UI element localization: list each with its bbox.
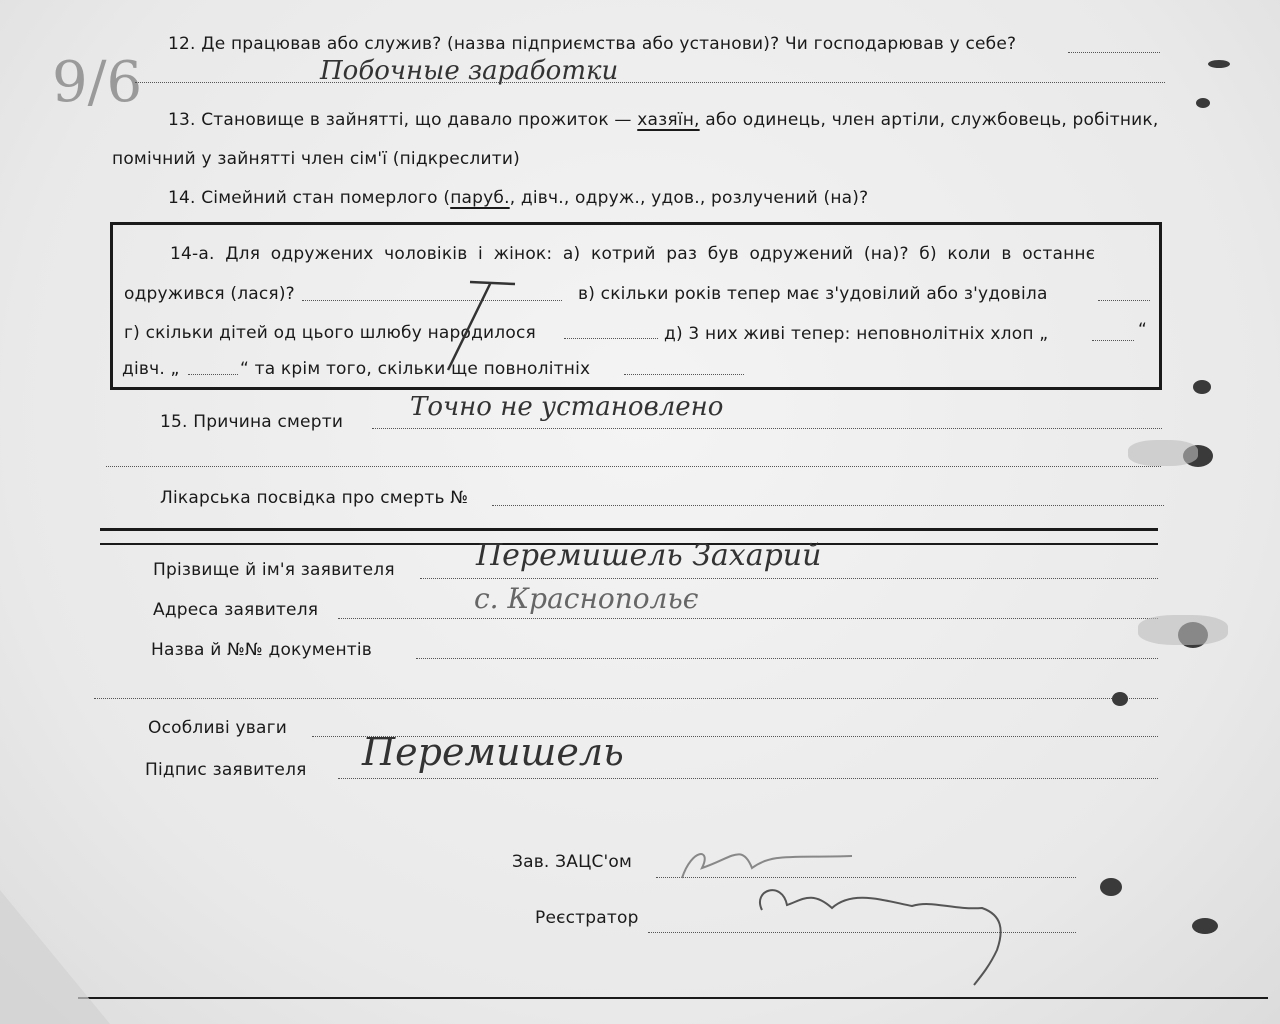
punch-hole: [1196, 98, 1210, 108]
q14a-line3a: г) скільки дітей од цього шлюбу народилося: [124, 323, 536, 343]
q14a-dots-4: [1092, 340, 1134, 341]
q13-underlined-choice: хазяїн,: [637, 110, 700, 130]
q13-suffix: або одинець, член артіли, службовець, робітник,: [705, 110, 1159, 130]
q14a-dots-5: [188, 374, 238, 375]
q14-prefix: 14. Сімейний стан померлого (: [168, 188, 451, 208]
applicant-docs-dots-2: [94, 698, 1158, 699]
punch-hole: [1193, 380, 1211, 394]
applicant-address-label: Адреса заявителя: [153, 600, 319, 620]
registrar-label: Реєстратор: [535, 908, 639, 928]
q14a-line3b: д) 3 них живі тепер: неповнолітніх хлоп „: [664, 324, 1049, 344]
q14-underlined-choice: паруб.: [450, 188, 510, 208]
q14a-line1: 14-а. Для одружених чоловіків і жінок: а) котрий раз був одружений (на)? б) коли в останнє: [170, 244, 1096, 264]
section-divider-top: [100, 528, 1158, 531]
applicant-name-dots: [420, 578, 1158, 579]
q14a-line3c: “: [1138, 320, 1148, 340]
punch-hole: [1100, 878, 1122, 896]
page-fold-shadow: [0, 890, 110, 1024]
q13-prefix: 13. Становище в зайнятті, що давало прожиток —: [168, 110, 632, 130]
punch-hole: [1208, 60, 1230, 68]
q15-dots-2: [106, 466, 1161, 467]
registrar-signature: [742, 870, 1042, 990]
applicant-docs-label: Назва й №№ документів: [151, 640, 373, 660]
punch-shadow: [1138, 615, 1228, 645]
notes-label: Особливі уваги: [148, 718, 287, 738]
signature-dots: [338, 778, 1158, 779]
q14a-dots-2: [1098, 300, 1150, 301]
punch-hole: [1192, 918, 1218, 934]
applicant-signature: Перемишель: [362, 730, 624, 774]
med-cert-label: Лікарська посвідка про смерть №: [160, 488, 469, 508]
q14a-line2b: в) скільки років тепер має з'удовілий або з'удовіла: [578, 284, 1048, 304]
q15-label: 15. Причина смерти: [160, 412, 344, 432]
punch-hole: [1112, 692, 1128, 706]
med-cert-dots: [492, 505, 1164, 506]
q15-dots: [372, 428, 1162, 429]
punch-shadow: [1128, 440, 1198, 466]
margin-note: 9/6: [52, 50, 143, 115]
signature-label: Підпис заявителя: [145, 760, 307, 780]
applicant-address-dots: [338, 618, 1158, 619]
q14-line: [168, 188, 868, 208]
q14a-line4a: дівч. „: [122, 359, 180, 379]
q14a-dots-3: [564, 338, 658, 339]
q13-line1: [168, 110, 1158, 130]
q12-answer-line: [135, 82, 1165, 83]
q12-dotted-line: [1068, 52, 1160, 53]
applicant-name-label: Прізвище й ім'я заявителя: [153, 560, 395, 580]
q12-label: 12. Де працював або служив? (назва підприємства або установи)? Чи господарював у себе?: [168, 34, 1017, 54]
q14a-strike-mark: [430, 270, 530, 380]
bottom-rule: [78, 997, 1268, 999]
q12-answer: Побочные заработки: [320, 56, 619, 86]
applicant-address-value: с. Краснопольє: [474, 582, 699, 615]
q14a-line4b: “ та крім того, скільки ще повнолітніх: [240, 359, 591, 379]
q14a-dots-6: [624, 374, 744, 375]
q15-answer: Точно не установлено: [410, 392, 724, 422]
q14-suffix: , дівч., одруж., удов., розлучений (на)?: [509, 188, 869, 208]
head-label: Зав. ЗАЦС'ом: [512, 852, 633, 872]
applicant-docs-dots: [416, 658, 1158, 659]
q14a-line2a: одружився (лася)?: [124, 284, 295, 304]
applicant-name-value: Перемишель Захарий: [476, 538, 822, 573]
q13-line2: помічний у зайнятті член сім'ї (підкреслити): [112, 149, 520, 169]
